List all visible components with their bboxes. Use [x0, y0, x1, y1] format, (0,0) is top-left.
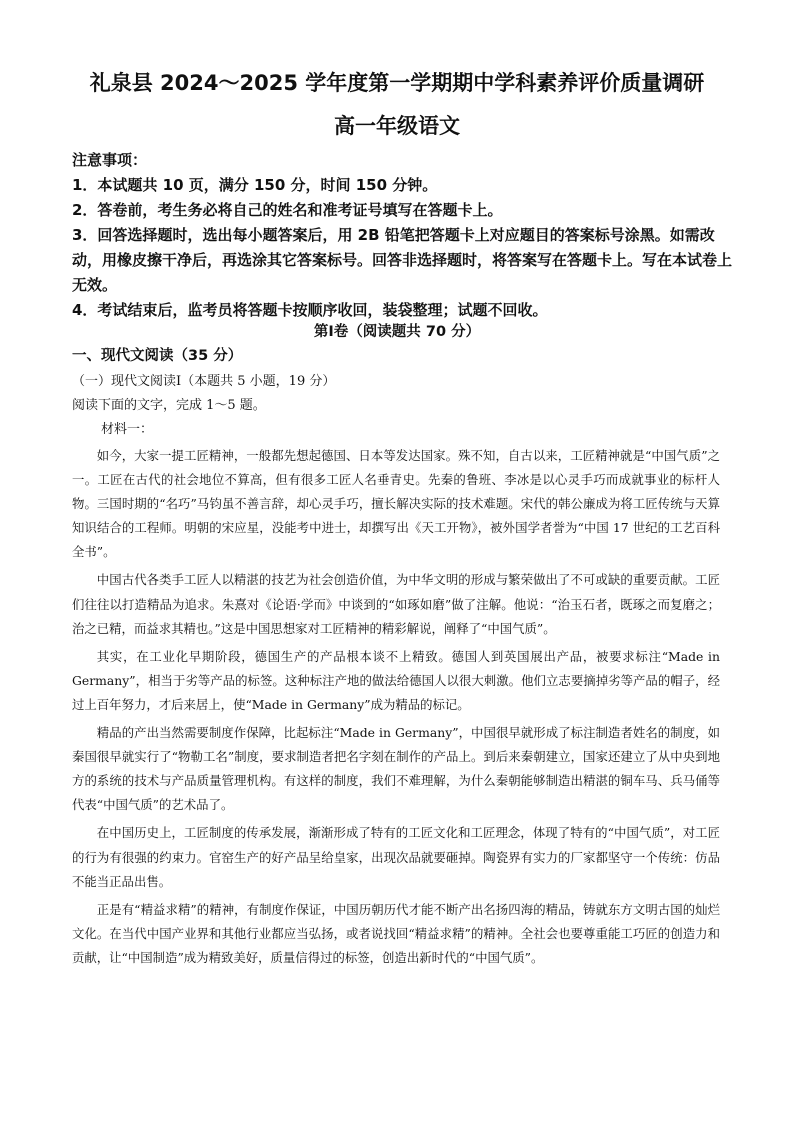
passage-body: [72, 444, 720, 974]
part-heading: 一、现代文阅读（35 分）: [72, 348, 243, 364]
passage-paragraph: 在中国历史上，工匠制度的传承发展，渐渐形成了特有的工匠文化和工匠理念，体现了特有的“中国气质”，对工匠的行为有很强的约束力。官窑生产的好产品呈给皇家，出现次品就要砸掉。陶瓷界有实力的厂家都坚守一个传统：仿品不能当正品出售。: [72, 825, 720, 889]
subpart-heading: （一）现代文阅读Ⅰ（本题共 5 小题，19 分）: [72, 374, 336, 389]
material-label: 材料一：: [101, 422, 154, 437]
note-item-3: 3．回答选择题时，选出每小题答案后，用 2B 铅笔把答题卡上对应题目的答案标号涂黑。如需改动，用橡皮擦干净后，再选涂其它答案标号。回答非选择题时，将答案写在答题卡上。写在本试卷上无效。: [72, 226, 733, 294]
passage-paragraph: 正是有“精益求精”的精神，有制度作保证，中国历朝历代才能不断产出名扬四海的精品，铸就东方文明古国的灿烂文化。在当代中国产业界和其他行业都应当弘扬，或者说找回“精益求精”的精神。全社会也要尊重能工巧匠的创造力和贡献，让“中国制造”成为精致美好，质量信得过的标签，创造出新时代的“中国气质”。: [72, 901, 720, 965]
section-heading: 第Ⅰ卷（阅读题共 70 分）: [313, 324, 481, 340]
notes-block: [72, 148, 732, 323]
exam-title: 礼泉县 2024～2025 学年度第一学期期中学科素养评价质量调研: [89, 71, 705, 95]
reading-instruction: 阅读下面的文字，完成 1～5 题。: [72, 398, 266, 413]
note-item-4: 4．考试结束后，监考员将答题卡按顺序收回，装袋整理；试题不回收。: [72, 301, 548, 319]
passage-paragraph: 其实，在工业化早期阶段，德国生产的产品根本谈不上精致。德国人到英国展出产品，被要求标注“Made in Germany”，相当于劣等产品的标签。这种标注产地的做法给德国人以很大刺激。他们立志要摘掉劣等产品的帽子，经过上百年努力，才后来居上，使“Made in Germany”成为精品的标记。: [72, 648, 720, 712]
passage-paragraph: 如今，大家一提工匠精神，一般都先想起德国、日本等发达国家。殊不知，自古以来，工匠精神就是“中国气质”之一。工匠在古代的社会地位不算高，但有很多工匠人名垂青史。先秦的鲁班、李冰是以心灵手巧而成就事业的标杆人物。三国时期的“名巧”马钧虽不善言辞，却心灵手巧，擅长解决实际的技术难题。宋代的韩公廉成为将工匠传统与天算知识结合的工程师。明朝的宋应星，没能考中进士，却撰写出《天工开物》，被外国学者誉为“中国 17 世纪的工艺百科全书”。: [72, 448, 720, 560]
exam-subtitle: 高一年级语文: [334, 114, 460, 138]
note-item-2: 2．答卷前，考生务必将自己的姓名和准考证号填写在答题卡上。: [72, 201, 503, 219]
passage-paragraph: 中国古代各类手工匠人以精湛的技艺为社会创造价值，为中华文明的形成与繁荣做出了不可或缺的重要贡献。工匠们往往以打造精品为追求。朱熹对《论语·学而》中谈到的“如琢如磨”做了注解。他说：“治玉石者，既琢之而复磨之；治之已精，而益求其精也。”这是中国思想家对工匠精神的精彩解说，阐释了“中国气质”。: [72, 572, 720, 636]
notes-heading: 注意事项：: [72, 151, 148, 169]
note-item-1: 1．本试题共 10 页，满分 150 分，时间 150 分钟。: [72, 176, 438, 194]
passage-paragraph: 精品的产出当然需要制度作保障，比起标注“Made in Germany”，中国很早就形成了标注制造者姓名的制度，如秦国很早就实行了“物勒工名”制度，要求制造者把名字刻在制作的产品上。到后来秦朝建立，国家还建立了从中央到地方的系统的技术与产品质量管理机构。有这样的制度，我们不难理解，为什么秦朝能够制造出精湛的铜车马、兵马俑等代表“中国气质”的艺术品了。: [72, 725, 720, 813]
